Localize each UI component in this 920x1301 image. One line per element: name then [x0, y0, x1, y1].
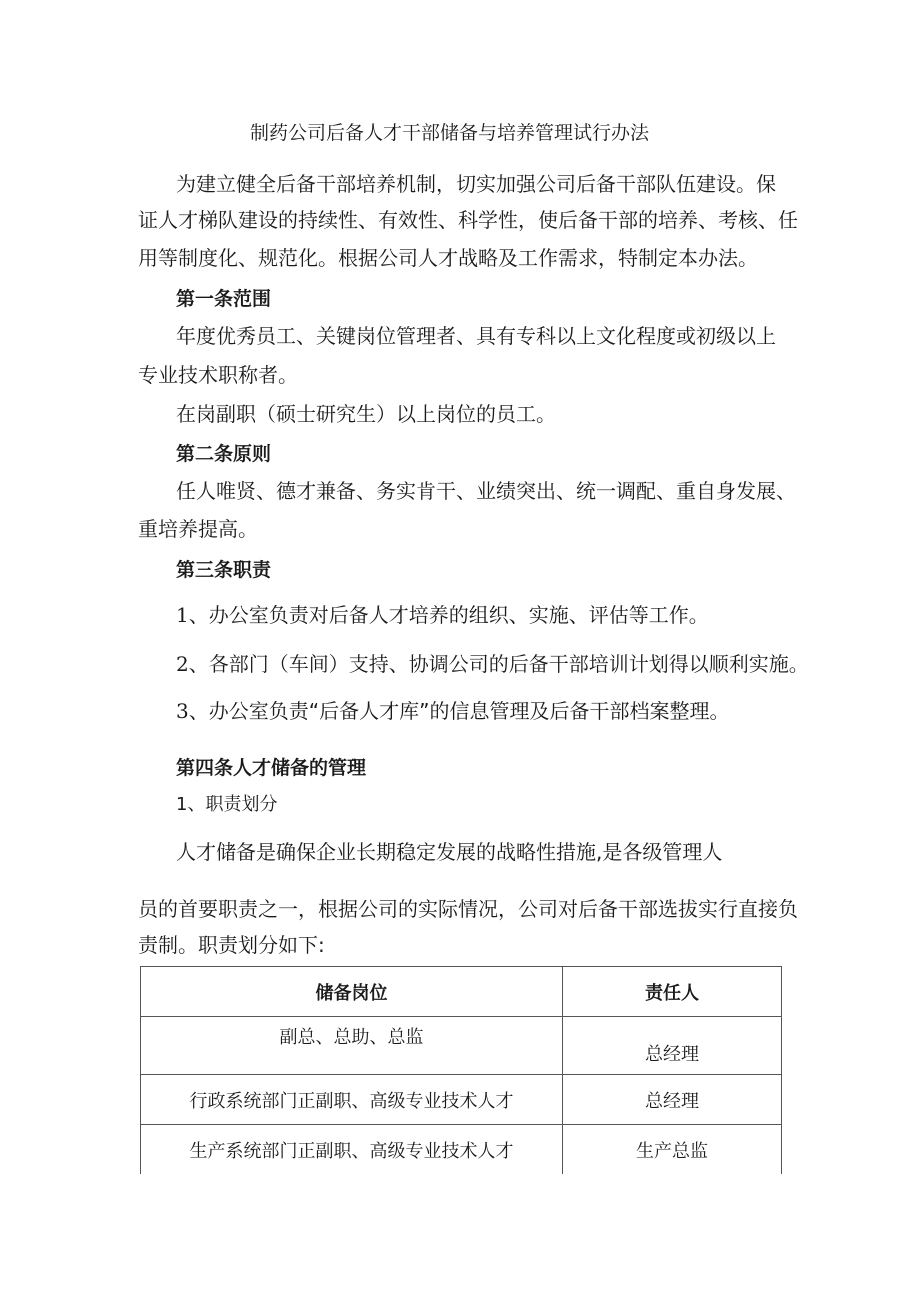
article-4-subheading: 1、职责划分: [176, 794, 278, 815]
article-4-para-line-1: 人才储备是确保企业长期稳定发展的战略性措施,是各级管理人: [176, 840, 723, 864]
column-header-responsible: 责任人: [563, 967, 782, 1017]
item-number: 2: [176, 652, 189, 676]
article-3-heading: 第三条职责: [176, 559, 272, 581]
article-2-line-2: 重培养提高。: [138, 517, 258, 541]
item-text: 、各部门（车间）支持、协调公司的后备干部培训计划得以顺利实施。: [188, 652, 809, 676]
table-cell-responsible: 总经理: [563, 1017, 782, 1075]
article-2-line-1: 任人唯贤、德才兼备、务实肯干、业绩突出、统一调配、重自身发展、: [176, 479, 796, 503]
table-cell-position: 行政系统部门正副职、高级专业技术人才: [141, 1075, 563, 1125]
table-row: [141, 1075, 782, 1125]
table-header-row: [141, 967, 782, 1017]
article-4-para-line-2: 员的首要职责之一，根据公司的实际情况，公司对后备干部选拔实行直接负: [138, 897, 798, 921]
article-2-heading: 第二条原则: [176, 443, 272, 465]
article-1-line-2: 专业技术职称者。: [138, 363, 298, 387]
responsibility-table: [140, 966, 782, 1174]
table-cell-responsible: 总经理: [563, 1075, 782, 1125]
item-text: 、办公室负责对后备人才培养的组织、实施、评估等工作。: [188, 603, 709, 627]
intro-line-1: 为建立健全后备干部培养机制，切实加强公司后备干部队伍建设。保: [176, 172, 776, 196]
table-cell-responsible: 生产总监: [563, 1125, 782, 1175]
article-1-heading: 第一条范围: [176, 288, 272, 310]
article-1-line-1: 年度优秀员工、关键岗位管理者、具有专科以上文化程度或初级以上: [176, 324, 776, 348]
table-row: [141, 1125, 782, 1175]
table-row: [141, 1017, 782, 1075]
table-cell-position: 生产系统部门正副职、高级专业技术人才: [141, 1125, 563, 1175]
article-4-para-line-3: 责制。职责划分如下:: [138, 933, 325, 957]
column-header-position: 储备岗位: [141, 967, 563, 1017]
article-3-item-2: [176, 650, 809, 678]
item-number: 3: [176, 699, 189, 723]
intro-line-2: 证人才梯队建设的持续性、有效性、科学性，使后备干部的培养、考核、任: [138, 208, 798, 232]
page-title: 制药公司后备人才干部储备与培养管理试行办法: [250, 122, 650, 144]
item-text: 、办公室负责“后备人才库”的信息管理及后备干部档案整理。: [188, 699, 730, 723]
article-4-heading: 第四条人才储备的管理: [176, 757, 367, 779]
article-1-line-3: 在岗副职（硕士研究生）以上岗位的员工。: [176, 402, 556, 426]
table-cell-position: 副总、总助、总监: [141, 1017, 563, 1075]
article-3-item-1: [176, 601, 709, 629]
intro-line-3: 用等制度化、规范化。根据公司人才战略及工作需求，特制定本办法。: [138, 246, 758, 270]
article-3-item-3: [176, 697, 729, 725]
item-number: 1: [176, 603, 189, 627]
